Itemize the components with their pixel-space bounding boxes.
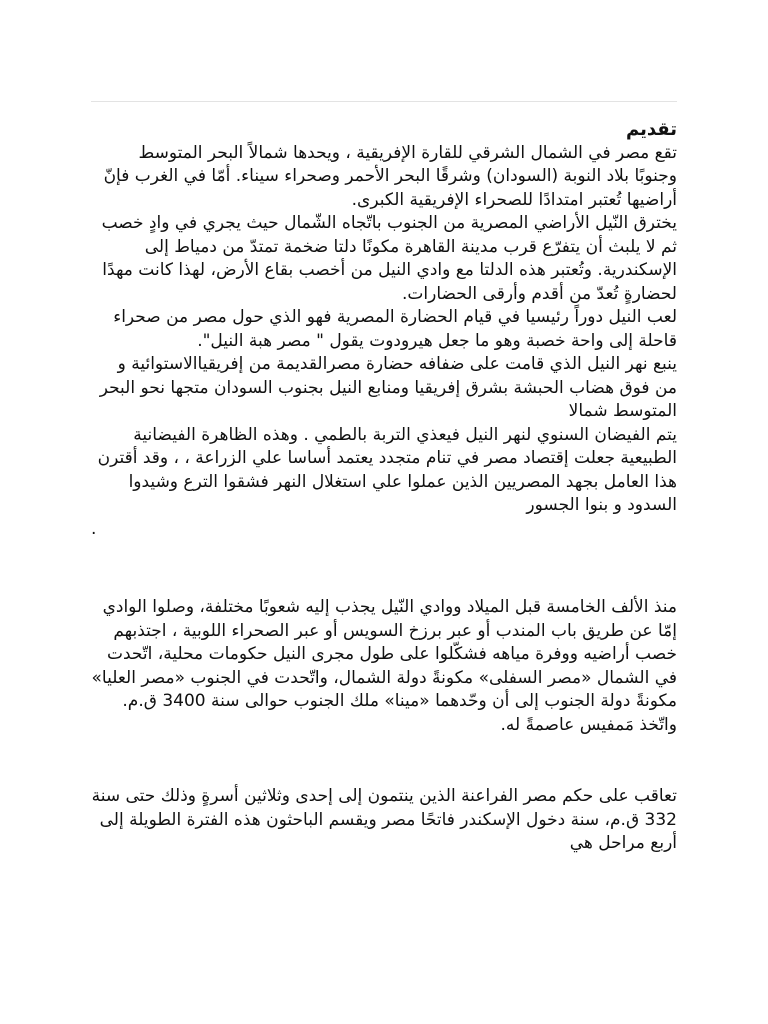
paragraph-early-history: منذ الألف الخامسة قبل الميلاد ووادي النّيل يجذب إليه شعوبًا مختلفة، وصلوا الوادي إمّا عن طريق باب المندب أو عبر برزخ السويس أو عبر الصحراء اللوبية ، اجتذبهم خصب أراضيه ووفرة مياهه فشكّلوا على طول مجرى النيل حكومات محلية، اتّحدت في الشمال «مصر السفلى» مكونةً دولة الشمال، واتّحدت في الجنوب «مصر العليا» مكونةً دولة الجنوب إلى أن وحّدهما «مينا» ملك الجنوب حوالى سنة 3400 ق.م. واتّخذ مَمفيس عاصمةً له. xyxy=(91,597,677,735)
section-gap xyxy=(91,737,677,785)
document-body xyxy=(91,118,677,856)
section-gap xyxy=(91,541,677,596)
trailing-dot: . xyxy=(91,518,97,539)
paragraph-nile-role: لعب النيل دوراً رئيسيا في قيام الحضارة المصرية فهو الذي حول مصر من صحراء قاحلة إلى واحة خصبة وهو ما جعل هيرودوت يقول " مصر هبة النيل". xyxy=(113,307,677,351)
paragraph-geography: تقع مصر في الشمال الشرقي للقارة الإفريقية ، ويحدها شمالاً البحر المتوسط وجنوبًا بلاد النوبة (السودان) وشرقًا البحر الأحمر وصحراء سيناء. أمّا في الغرب فإنّ أراضيها تُعتبر امتدادًا للصحراء الإفريقية الكبرى. xyxy=(103,142,677,210)
paragraph-nile-flood: يتم الفيضان السنوي لنهر النيل فيعذي التربة بالطمي . وهذه الظاهرة الفيضانية الطبيعية جعلت إقتصاد مصر في تنام متجدد يعتمد أساسا علي الزراعة ، ، وقد أقترن هذا العامل بجهد المصريين الذين عملوا علي استغلال النهر فشقوا الترع وشيدوا السدود و بنوا الجسور xyxy=(97,424,677,515)
paragraph-nile-source: ينبع نهر النيل الذي قامت على ضفافه حضارة مصرالقديمة من إفريقياالاستوائية و من فوق هضاب الحبشة بشرق إفريقيا ومنابع النيل بجنوب السودان متجها نحو البحر المتوسط شمالا xyxy=(99,354,677,421)
document-title: تقديم xyxy=(626,119,677,140)
paragraph-pharaohs: تعاقب على حكم مصر الفراعنة الذين ينتمون إلى إحدى وثلاثين أسرةٍ وذلك حتى سنة 332 ق.م، سنة دخول الإسكندر فاتحًا مصر ويقسم الباحثون هذه الفترة الطويلة إلى أربع مراحل هي xyxy=(91,786,677,853)
top-divider xyxy=(91,101,677,102)
paragraph-nile-course: يخترق النّيل الأراضي المصرية من الجنوب باتّجاه الشّمال حيث يجري في وادٍ خصب ثم لا يلبث أن يتفرّع قرب مدينة القاهرة مكونًا دلتا ضخمة تمتدّ من دمياط إلى الإسكندرية. وتُعتبر هذه الدلتا مع وادي النيل من أخصب بقاع الأرض، لهذا كانت مهدًا لحضارةٍ تُعدّ من أقدم وأرقى الحضارات. xyxy=(101,213,677,304)
